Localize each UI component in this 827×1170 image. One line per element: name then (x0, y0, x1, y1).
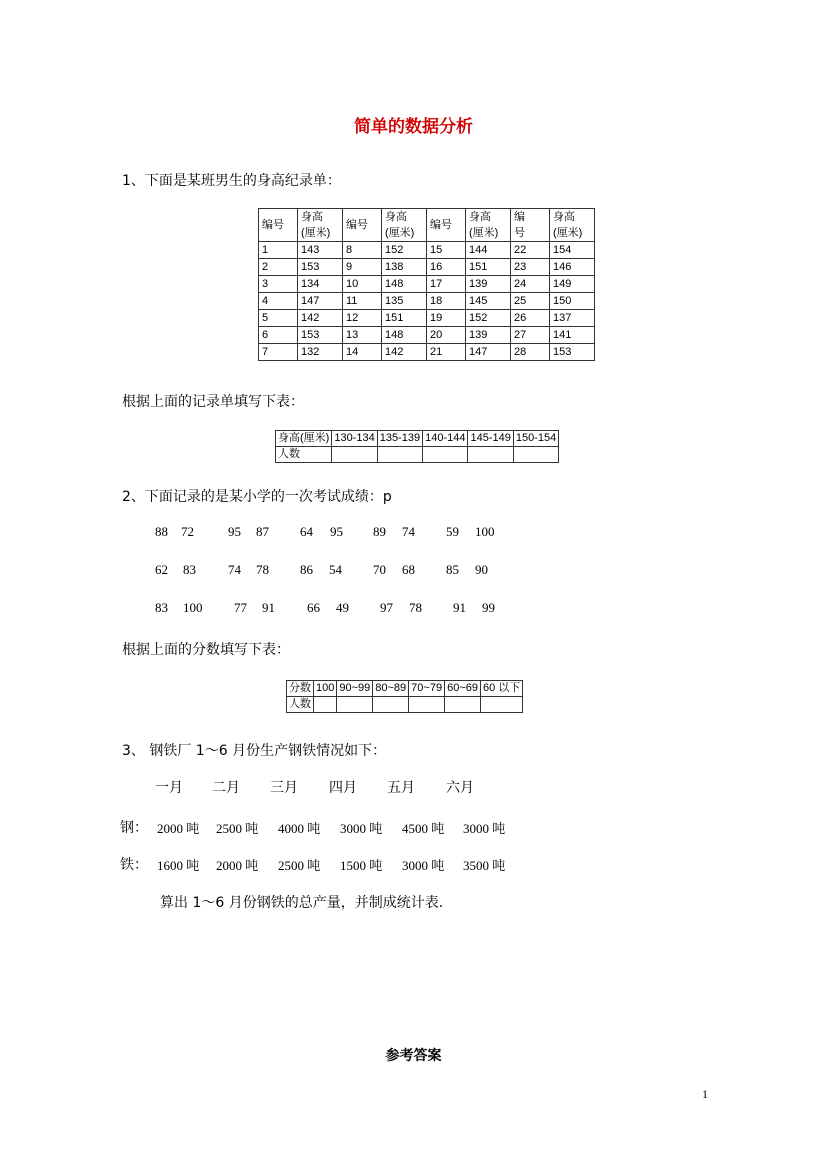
table-cell: 148 (382, 276, 427, 293)
month-label: 六月 (446, 780, 474, 796)
table-cell: 28 (511, 344, 550, 361)
score-value: 78 (409, 600, 422, 615)
score-fill-table (286, 680, 523, 713)
table-header-cell: 编 号 (511, 209, 550, 242)
table-header-cell: 135-139 (377, 431, 422, 447)
table-header-cell: 编号 (343, 209, 382, 242)
score-value: 59 (446, 524, 459, 539)
table-cell: 12 (343, 310, 382, 327)
month-label: 四月 (329, 780, 357, 796)
answer-heading: 参考答案 (385, 1048, 442, 1064)
iron-value: 2000 吨 (216, 858, 259, 873)
table-cell: 27 (511, 327, 550, 344)
table-cell: 3 (259, 276, 298, 293)
q2-fill-prompt: 根据上面的分数填写下表： (122, 642, 290, 658)
table-cell: 153 (298, 327, 343, 344)
iron-value: 1600 吨 (157, 858, 200, 873)
table-header-cell: 100 (314, 681, 337, 697)
table-header-cell: 140-144 (423, 431, 468, 447)
table-cell: 146 (550, 259, 595, 276)
table-header-cell: 身高 (厘米) (298, 209, 343, 242)
iron-value: 3500 吨 (463, 858, 506, 873)
steel-value: 4000 吨 (278, 821, 321, 836)
table-cell: 21 (427, 344, 466, 361)
score-value: 54 (329, 562, 342, 577)
table-cell: 147 (466, 344, 511, 361)
table-cell: 134 (298, 276, 343, 293)
table-cell: 13 (343, 327, 382, 344)
blank-cell (513, 447, 558, 463)
steel-value: 4500 吨 (402, 821, 445, 836)
table-cell: 10 (343, 276, 382, 293)
table-cell: 4 (259, 293, 298, 310)
iron-label: 铁： (120, 857, 148, 873)
table-row (259, 327, 595, 344)
q2-prompt: 2、下面记录的是某小学的一次考试成绩：p (122, 489, 392, 505)
table-cell: 153 (298, 259, 343, 276)
blank-cell (468, 447, 513, 463)
table-cell: 139 (466, 276, 511, 293)
table-cell: 19 (427, 310, 466, 327)
table-cell: 2 (259, 259, 298, 276)
table-row (259, 242, 595, 259)
table-cell: 14 (343, 344, 382, 361)
table-row (259, 293, 595, 310)
iron-value: 2500 吨 (278, 858, 321, 873)
table-row-label: 人数 (276, 447, 332, 463)
score-value: 72 (181, 524, 194, 539)
table-cell: 147 (298, 293, 343, 310)
iron-value: 1500 吨 (340, 858, 383, 873)
blank-cell (423, 447, 468, 463)
steel-label: 钢： (120, 820, 148, 836)
steel-value: 2000 吨 (157, 821, 200, 836)
table-cell: 5 (259, 310, 298, 327)
steel-value: 2500 吨 (216, 821, 259, 836)
score-value: 49 (336, 600, 349, 615)
table-row (276, 447, 559, 463)
table-header-cell: 145-149 (468, 431, 513, 447)
month-label: 三月 (270, 780, 298, 796)
table-header-cell: 80~89 (373, 681, 409, 697)
score-value: 74 (402, 524, 415, 539)
table-cell: 154 (550, 242, 595, 259)
score-value: 64 (300, 524, 313, 539)
month-label: 一月 (155, 780, 183, 796)
table-cell: 22 (511, 242, 550, 259)
table-cell: 138 (382, 259, 427, 276)
table-cell: 141 (550, 327, 595, 344)
score-value: 77 (234, 600, 247, 615)
table-cell: 142 (382, 344, 427, 361)
table-row (259, 276, 595, 293)
score-value: 91 (262, 600, 275, 615)
score-value: 86 (300, 562, 313, 577)
score-value: 62 (155, 562, 168, 577)
table-header-cell: 分数 (287, 681, 314, 697)
score-value: 91 (453, 600, 466, 615)
iron-value: 3000 吨 (402, 858, 445, 873)
table-header-cell: 编号 (427, 209, 466, 242)
table-cell: 25 (511, 293, 550, 310)
table-header-cell: 70~79 (409, 681, 445, 697)
month-label: 五月 (387, 780, 415, 796)
blank-cell (337, 697, 373, 713)
table-cell: 132 (298, 344, 343, 361)
table-header-cell: 90~99 (337, 681, 373, 697)
table-cell: 7 (259, 344, 298, 361)
score-value: 95 (330, 524, 343, 539)
table-cell: 142 (298, 310, 343, 327)
score-value: 83 (183, 562, 196, 577)
table-cell: 17 (427, 276, 466, 293)
table-header-cell: 身高 (厘米) (382, 209, 427, 242)
table-header-cell: 身高 (厘米) (466, 209, 511, 242)
table-header-row (276, 431, 559, 447)
table-cell: 148 (382, 327, 427, 344)
score-value: 99 (482, 600, 495, 615)
table-header-row (259, 209, 595, 242)
table-cell: 145 (466, 293, 511, 310)
table-cell: 137 (550, 310, 595, 327)
table-cell: 24 (511, 276, 550, 293)
table-cell: 9 (343, 259, 382, 276)
table-cell: 135 (382, 293, 427, 310)
q1-fill-prompt: 根据上面的记录单填写下表： (122, 394, 304, 410)
score-value: 89 (373, 524, 386, 539)
steel-value: 3000 吨 (340, 821, 383, 836)
score-value: 88 (155, 524, 168, 539)
blank-cell (409, 697, 445, 713)
table-cell: 143 (298, 242, 343, 259)
score-value: 68 (402, 562, 415, 577)
table-header-row (287, 681, 523, 697)
table-row (259, 310, 595, 327)
table-cell: 8 (343, 242, 382, 259)
table-cell: 149 (550, 276, 595, 293)
score-value: 74 (228, 562, 241, 577)
month-label: 二月 (212, 780, 240, 796)
table-cell: 18 (427, 293, 466, 310)
blank-cell (373, 697, 409, 713)
score-value: 78 (256, 562, 269, 577)
blank-cell (480, 697, 522, 713)
table-cell: 16 (427, 259, 466, 276)
table-row (259, 344, 595, 361)
table-cell: 26 (511, 310, 550, 327)
table-cell: 1 (259, 242, 298, 259)
steel-value: 3000 吨 (463, 821, 506, 836)
table-cell: 23 (511, 259, 550, 276)
table-header-cell: 150-154 (513, 431, 558, 447)
score-value: 85 (446, 562, 459, 577)
score-value: 100 (183, 600, 203, 615)
table-cell: 153 (550, 344, 595, 361)
table-cell: 152 (466, 310, 511, 327)
height-record-table (258, 208, 595, 361)
score-value: 95 (228, 524, 241, 539)
q1-prompt: 1、下面是某班男生的身高纪录单： (122, 173, 341, 189)
table-header-cell: 60 以下 (480, 681, 522, 697)
blank-cell (445, 697, 481, 713)
score-value: 83 (155, 600, 168, 615)
table-header-cell: 编号 (259, 209, 298, 242)
table-cell: 151 (382, 310, 427, 327)
table-cell: 139 (466, 327, 511, 344)
table-cell: 152 (382, 242, 427, 259)
score-value: 66 (307, 600, 320, 615)
table-cell: 15 (427, 242, 466, 259)
page-number: 1 (702, 1087, 708, 1101)
table-cell: 150 (550, 293, 595, 310)
table-cell: 6 (259, 327, 298, 344)
table-row (259, 259, 595, 276)
table-cell: 144 (466, 242, 511, 259)
score-value: 70 (373, 562, 386, 577)
blank-cell (314, 697, 337, 713)
table-cell: 11 (343, 293, 382, 310)
score-value: 100 (475, 524, 495, 539)
table-header-cell: 130-134 (332, 431, 377, 447)
score-value: 90 (475, 562, 488, 577)
blank-cell (332, 447, 377, 463)
page-title: 简单的数据分析 (354, 117, 473, 137)
table-row (287, 697, 523, 713)
score-value: 97 (380, 600, 393, 615)
height-fill-table (275, 430, 559, 463)
table-cell: 151 (466, 259, 511, 276)
blank-cell (377, 447, 422, 463)
table-row-label: 人数 (287, 697, 314, 713)
table-cell: 20 (427, 327, 466, 344)
table-header-cell: 身高(厘米) (276, 431, 332, 447)
score-value: 87 (256, 524, 269, 539)
q3-prompt: 3、 钢铁厂 1～6 月份生产钢铁情况如下： (122, 743, 387, 759)
table-header-cell: 60~69 (445, 681, 481, 697)
q3-task: 算出 1～6 月份钢铁的总产量，并制成统计表. (160, 895, 444, 911)
table-header-cell: 身高 (厘米) (550, 209, 595, 242)
